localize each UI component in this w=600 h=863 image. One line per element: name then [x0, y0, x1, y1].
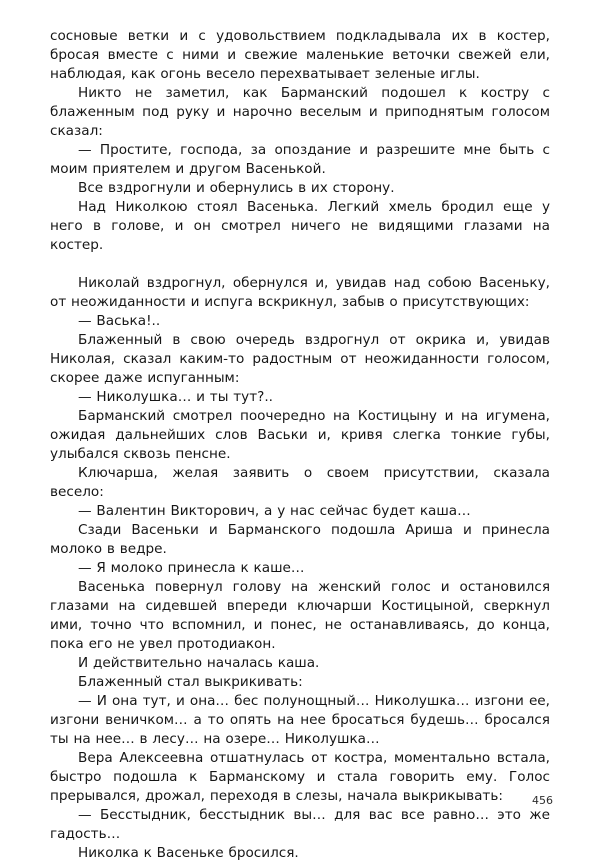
paragraph: Ключарша, желая заявить о своем присутствии, сказала весело:: [50, 465, 550, 500]
paragraph: Блаженный стал выкрикивать:: [78, 674, 303, 690]
paragraph: Васенька повернул голову на женский голос и остановился глазами на сидевшей впереди ключарши Костицыной, сверкнул ими, точно что вспомнил, и понес, не останавливаясь, до конца, пока его не увел протодиакон.: [50, 579, 550, 652]
paragraph-dialogue: — И она тут, и она… бес полунощный… Николушка… изгони ее, изгони веничком… а то опять на нее бросаться будешь… бросался ты на нее… в лесу… на озере… Николушка…: [50, 693, 550, 747]
paragraph: Николай вздрогнул, обернулся и, увидав над собою Васеньку, от неожиданности и испуга вскрикнул, забыв о присутствующих:: [50, 275, 550, 310]
paragraph-dialogue: — Валентин Викторович, а у нас сейчас будет каша…: [78, 503, 471, 519]
paragraph: Николка к Васеньке бросился.: [78, 845, 299, 861]
paragraph: Никто не заметил, как Барманский подошел к костру с блаженным под руку и нарочно веселым и приподнятым голосом сказал:: [50, 85, 550, 139]
paragraph-dialogue: — Васька!..: [78, 313, 161, 329]
paragraph-dialogue: — Николушка… и ты тут?..: [78, 389, 273, 405]
paragraph: Барманский смотрел поочередно на Костицыну и на игумена, ожидая дальнейших слов Васьки и, кривя слегка тонкие губы, улыбался сквозь пенсне.: [50, 408, 550, 462]
page-number: 456: [532, 794, 553, 807]
paragraph-dialogue: — Бесстыдник, бесстыдник вы… для вас все равно… это же гадость…: [50, 807, 550, 842]
paragraph: И действительно началась каша.: [78, 655, 320, 671]
paragraph-dialogue: — Я молоко принесла к каше…: [78, 560, 305, 576]
paragraph-dialogue: — Простите, господа, за опоздание и разрешите мне быть с моим приятелем и другом Васенькой.: [50, 142, 550, 177]
paragraph: Над Николкою стоял Васенька. Легкий хмель бродил еще у него в голове, и он смотрел ничего не видящими глазами на костер.: [50, 199, 550, 253]
paragraph: Вера Алексеевна отшатнулась от костра, моментально встала, быстро подошла к Барманскому и стала говорить ему. Голос прерывался, дрожал, переходя в слезы, начала выкрикывать:: [50, 750, 550, 804]
paragraph: Блаженный в свою очередь вздрогнул от окрика и, увидав Николая, сказал каким-то радостным от неожиданности голосом, скорее даже испуганным:: [50, 332, 550, 386]
paragraph: сосновые ветки и с удовольствием подкладывала их в костер, бросая вместе с ними и свежие маленькие веточки свежей ели, наблюдая, как огонь весело перехватывает зеленые иглы.: [50, 28, 550, 82]
page-text: [50, 27, 550, 863]
paragraph: Все вздрогнули и обернулись в их сторону.: [78, 180, 395, 196]
paragraph: Сзади Васеньки и Барманского подошла Ариша и принесла молоко в ведре.: [50, 522, 550, 557]
